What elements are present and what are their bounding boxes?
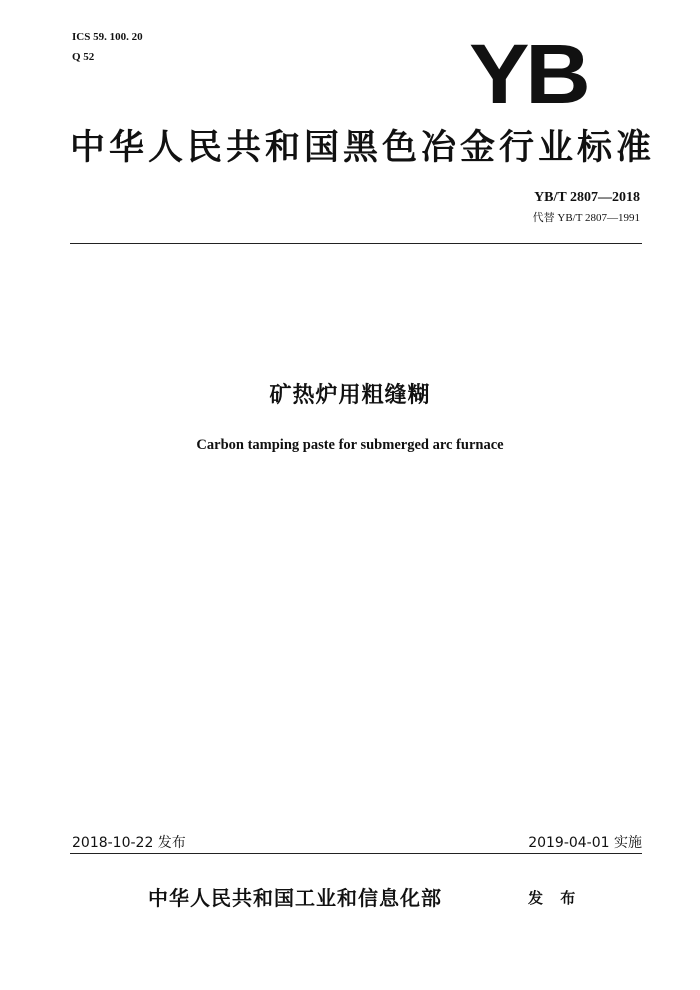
- document-title: 矿热炉用粗缝糊: [269, 383, 431, 408]
- implementation-date: 2019-04-01 实施: [528, 835, 642, 851]
- ics-code: ICS 59. 100. 20: [72, 31, 143, 43]
- standard-authority: 中华人民共和国黑色冶金行业标准: [70, 128, 656, 168]
- issue-date: 2018-10-22 发布: [72, 835, 186, 851]
- issue-verb: 发 布: [528, 889, 582, 907]
- standard-number: YB/T 2807—2018: [534, 190, 640, 205]
- issuing-authority: 中华人民共和国工业和信息化部: [148, 886, 442, 910]
- replaces-standard: 代替 YB/T 2807—1991: [532, 212, 640, 224]
- yb-logo: YB: [469, 27, 587, 121]
- footer-divider: [70, 853, 642, 854]
- document-title-english: Carbon tamping paste for submerged arc furnace: [196, 437, 504, 453]
- header-divider: [70, 243, 642, 244]
- ccs-code: Q 52: [72, 51, 95, 63]
- classification-codes: [72, 30, 143, 64]
